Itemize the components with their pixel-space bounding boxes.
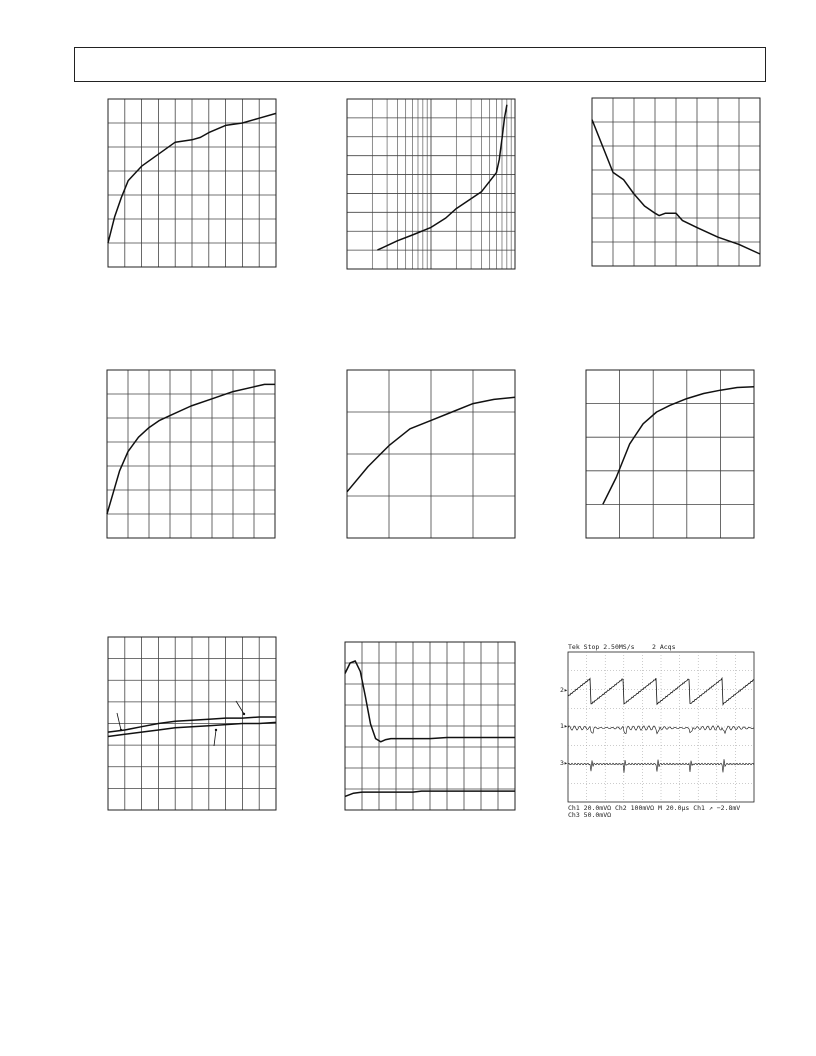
scope-ch1-marker: 1▸ (560, 722, 568, 730)
annotation-arrow-head (243, 713, 245, 715)
chart-2 (347, 99, 515, 269)
scope-ch3-marker: 3▸ (560, 759, 568, 767)
scope-top-text: Tek Stop 2.50MS/s (568, 643, 635, 651)
chart-1 (108, 99, 276, 267)
scope-bottom-line2: Ch3 50.0mVΩ (568, 811, 612, 819)
chart-8 (345, 642, 515, 810)
oscilloscope-capture (560, 643, 754, 819)
series-line-1 (603, 387, 754, 505)
chart-3 (592, 98, 760, 266)
chart-5 (347, 370, 515, 538)
scope-bottom-line1: Ch1 20.0mVΩ Ch2 100mVΩ M 20.0µs Ch1 ↗ −2.8mV (568, 804, 741, 812)
plot-frame (586, 370, 754, 538)
chart-4 (107, 370, 275, 538)
annotation-arrow (214, 730, 216, 746)
scope-ch2-marker: 2▸ (560, 686, 568, 694)
scope-top-right-text: 2 Acqs (652, 643, 676, 651)
annotation-arrow-head (120, 729, 122, 731)
chart-6 (586, 370, 754, 538)
chart-7 (108, 637, 276, 810)
annotation-arrow-head (215, 729, 217, 731)
annotation-arrow (236, 701, 244, 714)
series-line-1 (377, 105, 507, 250)
annotation-arrow (117, 713, 121, 730)
